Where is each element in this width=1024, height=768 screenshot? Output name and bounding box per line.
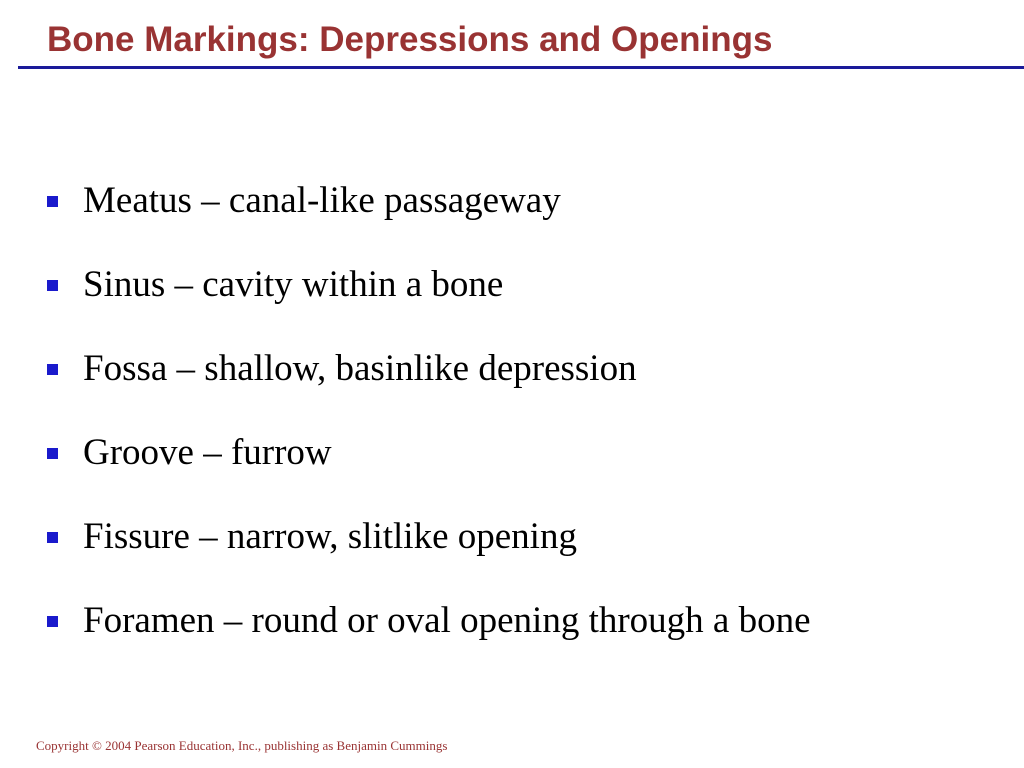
bullet-text: Meatus – canal-like passageway — [83, 180, 561, 221]
bullet-text: Foramen – round or oval opening through a bone — [83, 600, 811, 641]
square-bullet-icon — [47, 532, 58, 543]
square-bullet-icon — [47, 196, 58, 207]
bullet-text: Fossa – shallow, basinlike depression — [83, 348, 637, 389]
square-bullet-icon — [47, 364, 58, 375]
slide-title: Bone Markings: Depressions and Openings — [47, 20, 773, 59]
square-bullet-icon — [47, 616, 58, 627]
bullet-text: Fissure – narrow, slitlike opening — [83, 516, 577, 557]
copyright-notice: Copyright © 2004 Pearson Education, Inc., publishing as Benjamin Cummings — [36, 738, 448, 753]
bullet-text: Groove – furrow — [83, 432, 332, 473]
title-divider — [18, 66, 1024, 69]
square-bullet-icon — [47, 448, 58, 459]
square-bullet-icon — [47, 280, 58, 291]
bullet-text: Sinus – cavity within a bone — [83, 264, 504, 305]
